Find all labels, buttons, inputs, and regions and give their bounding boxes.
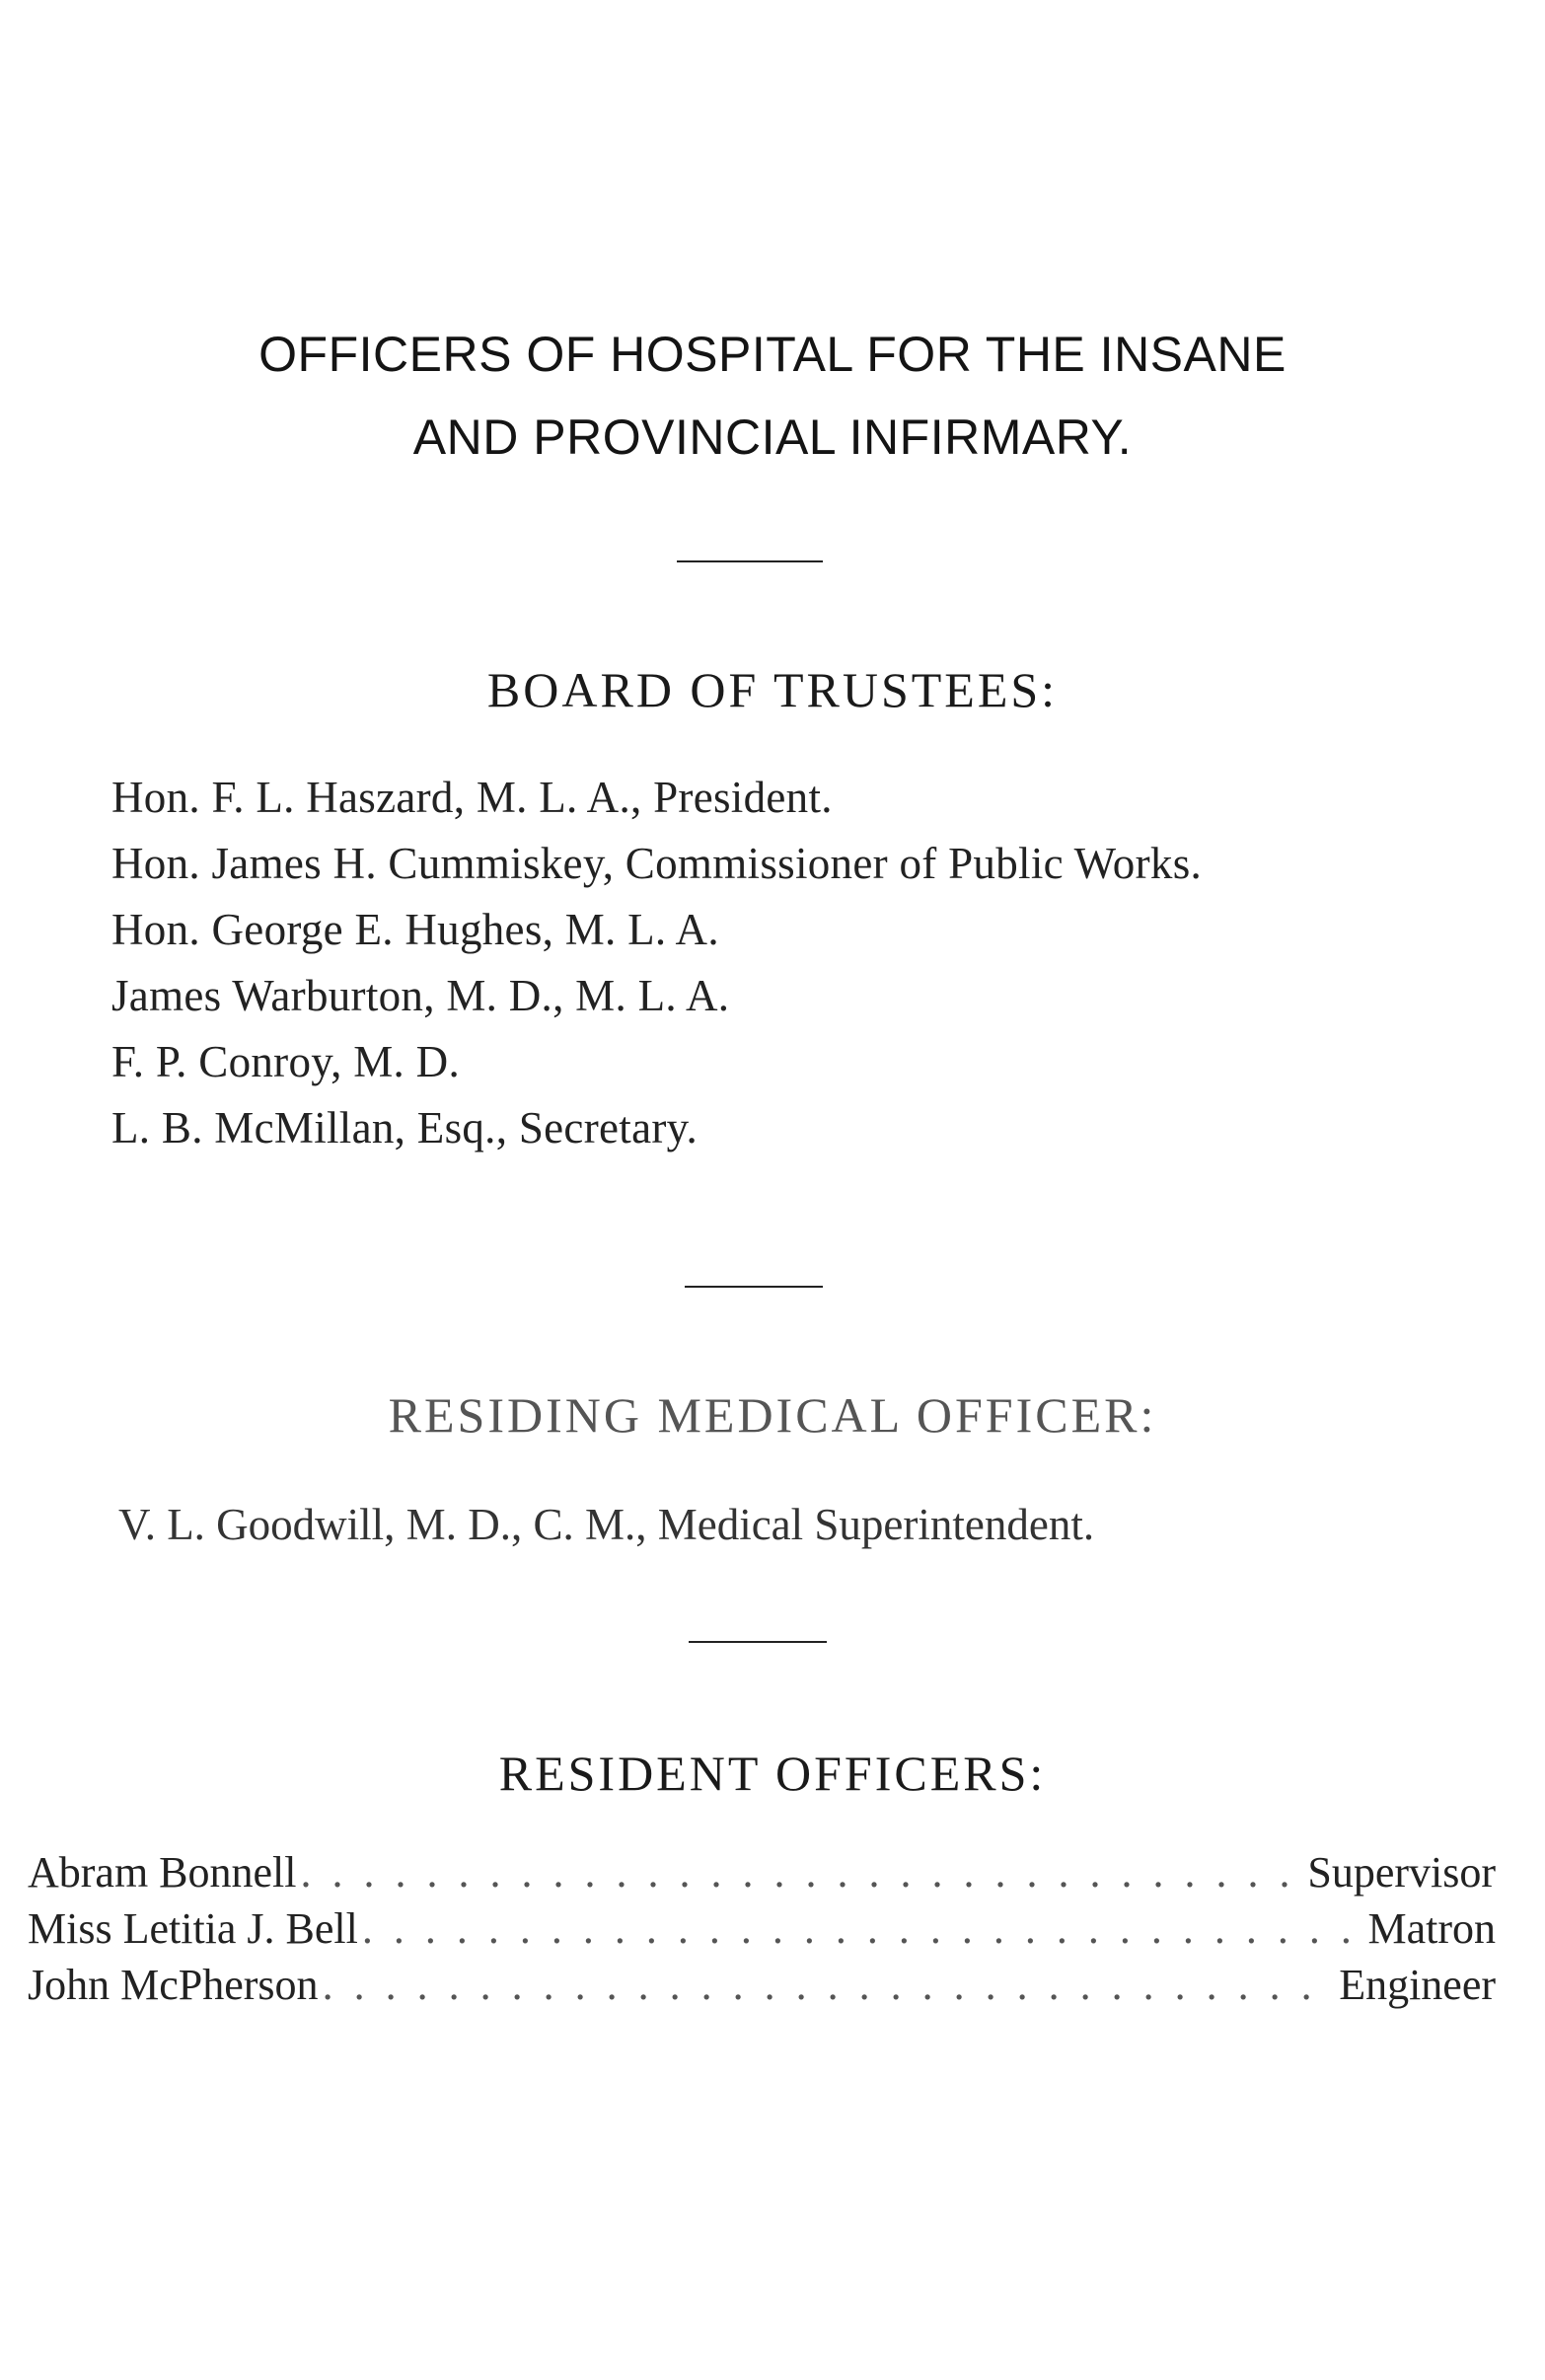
section-divider xyxy=(689,1641,827,1643)
page-title-line-1: OFFICERS OF HOSPITAL FOR THE INSANE xyxy=(258,327,1287,382)
officer-role: Engineer xyxy=(1339,1961,1496,2009)
resident-officers-heading: RESIDENT OFFICERS: xyxy=(498,1746,1047,1801)
trustee-entry: Hon. F. L. Haszard, M. L. A., President. xyxy=(111,773,833,822)
officer-row xyxy=(28,1956,1496,2015)
trustee-entry: Hon. James H. Cummiskey, Commissioner of Public Works. xyxy=(111,839,1203,888)
dot-leader xyxy=(301,1843,1304,1902)
medical-officer-entry: V. L. Goodwill, M. D., C. M., Medical Superintendent. xyxy=(118,1500,1095,1549)
officer-role: Supervisor xyxy=(1307,1848,1496,1897)
officer-row xyxy=(28,1899,1496,1959)
officer-row xyxy=(28,1843,1496,1902)
trustee-entry: F. P. Conroy, M. D. xyxy=(111,1037,460,1086)
trustee-entry: L. B. McMillan, Esq., Secretary. xyxy=(111,1103,699,1153)
dot-leader xyxy=(323,1956,1336,2015)
section-divider xyxy=(685,1286,823,1288)
residing-medical-officer-heading: RESIDING MEDICAL OFFICER: xyxy=(388,1387,1157,1443)
officer-name: Abram Bonnell xyxy=(28,1848,297,1897)
page-title-line-2: AND PROVINCIAL INFIRMARY. xyxy=(412,409,1133,465)
trustee-entry: Hon. George E. Hughes, M. L. A. xyxy=(111,905,719,954)
trustee-list xyxy=(111,765,1493,1161)
officer-name: John McPherson xyxy=(28,1961,319,2009)
section-divider xyxy=(677,560,823,562)
officer-name: Miss Letitia J. Bell xyxy=(28,1904,358,1953)
officer-role: Matron xyxy=(1367,1904,1496,1953)
dot-leader xyxy=(362,1899,1364,1959)
trustee-entry: James Warburton, M. D., M. L. A. xyxy=(111,971,730,1020)
board-of-trustees-heading: BOARD OF TRUSTEES: xyxy=(486,662,1059,717)
